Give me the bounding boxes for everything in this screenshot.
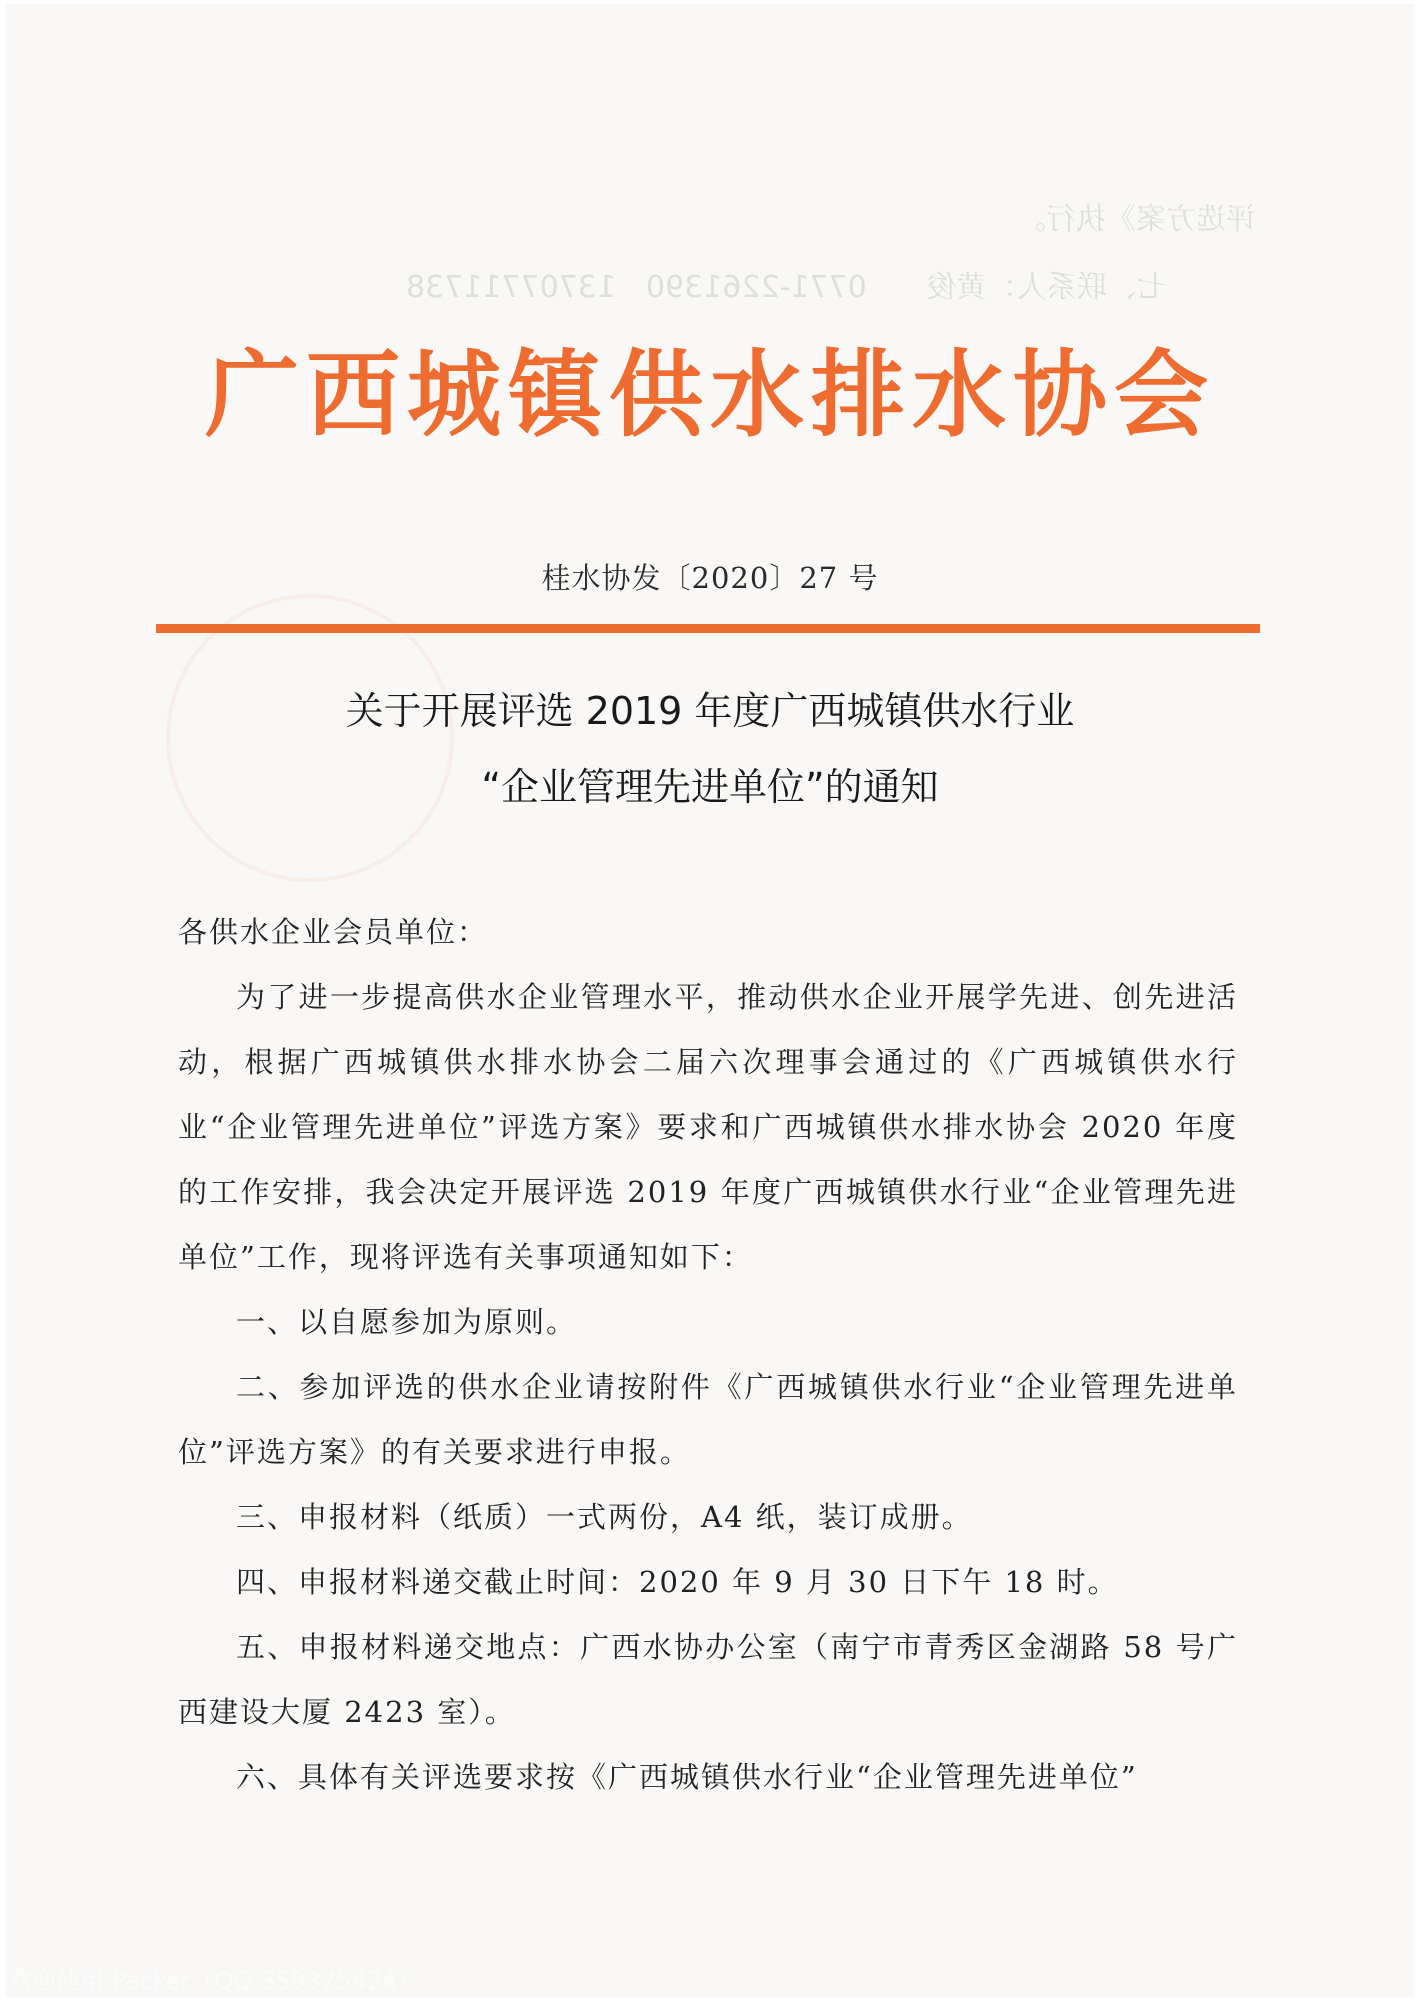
notice-body <box>178 900 1238 1810</box>
bleed-through-text: 七、联系人：黄俊 0771-2261390 13707711738 <box>406 270 1167 305</box>
bleed-through-text: 评选方案》执行。 <box>1016 202 1256 237</box>
organization-letterhead: 广西城镇供水排水协会 <box>204 341 1215 450</box>
faint-seal-ghost <box>166 594 454 882</box>
notice-title-line-2: “企业管理先进单位”的通知 <box>481 765 939 809</box>
list-item: 四、申报材料递交截止时间：2020 年 9 月 30 日下午 18 时。 <box>236 1565 1119 1599</box>
letterhead-red-rule <box>156 624 1260 633</box>
list-item: 二、参加评选的供水企业请按附件《广西城镇供水行业“企业管理先进单位”评选方案》的有关要求进行申报。 <box>178 1370 1238 1469</box>
document-page <box>6 4 1414 1997</box>
document-number: 桂水协发〔2020〕27 号 <box>541 561 879 595</box>
software-watermark: 欢迎使用 Packer（QQ 359375424） <box>8 1967 422 1995</box>
list-item: 一、以自愿参加为原则。 <box>236 1305 578 1339</box>
list-item: 五、申报材料递交地点：广西水协办公室（南宁市青秀区金湖路 58 号广西建设大厦 2423 室）。 <box>178 1630 1238 1729</box>
list-item: 六、具体有关评选要求按《广西城镇供水行业“企业管理先进单位” <box>236 1760 1138 1794</box>
salutation: 各供水企业会员单位： <box>178 915 489 949</box>
intro-paragraph: 为了进一步提高供水企业管理水平，推动供水企业开展学先进、创先进活动，根据广西城镇供水排水协会二届六次理事会通过的《广西城镇供水行业“企业管理先进单位”评选方案》要求和广西城镇供水排水协会 2020 年度的工作安排，我会决定开展评选 2019 年度广西城镇供水行业“企业管理先进单位”工作，现将评选有关事项通知如下： <box>178 980 1238 1274</box>
notice-title-line-1: 关于开展评选 2019 年度广西城镇供水行业 <box>345 689 1075 733</box>
list-item: 三、申报材料（纸质）一式两份，A4 纸，装订成册。 <box>236 1500 973 1534</box>
